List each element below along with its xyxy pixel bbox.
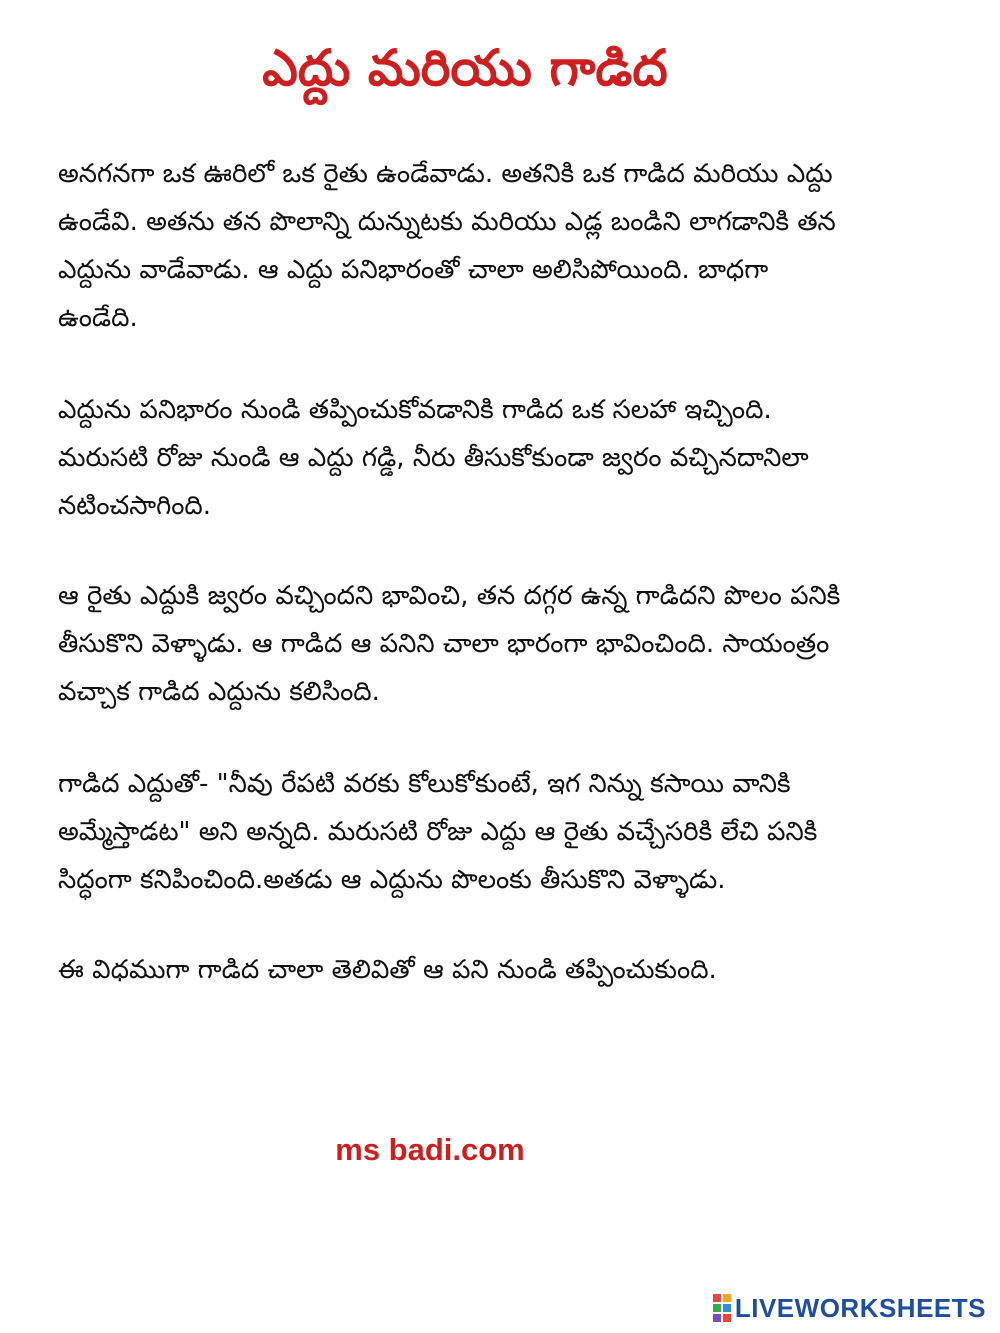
story-line: తీసుకొని వెళ్ళాడు. ఆ గాడిద ఆ పనిని చాలా భారంగా భావించింది. సాయంత్రం bbox=[58, 629, 830, 659]
story-line: మరుసటి రోజు నుండి ఆ ఎద్దు గడ్డి, నీరు తీసుకోకుండా జ్వరం వచ్చినదానిలా bbox=[58, 443, 809, 473]
liveworksheets-wordmark: LIVEWORKSHEETS bbox=[734, 1292, 986, 1323]
story-line: ఎద్దును వాడేవాడు. ఆ ఎద్దు పనిభారంతో చాలా అలిసిపోయింది. బాధగా bbox=[58, 255, 769, 285]
liveworksheets-logo-icon bbox=[713, 1294, 731, 1322]
logo-tile bbox=[713, 1294, 721, 1302]
story-line: ఉండేది. bbox=[58, 303, 138, 333]
logo-tile bbox=[713, 1304, 721, 1312]
source-website: ms badi.com bbox=[335, 1132, 525, 1167]
story-line: అనగనగా ఒక ఊరిలో ఒక రైతు ఉండేవాడు. అతనికి ఒక గాడిద మరియు ఎద్దు bbox=[58, 159, 833, 189]
story-paragraph bbox=[58, 946, 958, 994]
logo-tile bbox=[713, 1314, 721, 1322]
story-line: గాడిద ఎద్దుతో- "నీవు రేపటి వరకు కోలుకోకుంటే, ఇగ నిన్ను కసాయి వానికి bbox=[58, 769, 791, 799]
story-line: ఎద్దును పనిభారం నుండి తప్పించుకోవడానికి గాడిద ఒక సలహా ఇచ్చింది. bbox=[58, 395, 772, 425]
story-line: ఉండేవి. అతను తన పొలాన్ని దున్నుటకు మరియు ఎడ్ల బండిని లాగడానికి తన bbox=[58, 207, 836, 237]
story-paragraph bbox=[58, 386, 958, 530]
story-line: సిద్ధంగా కనిపించింది.అతడు ఆ ఎద్దును పొలంకు తీసుకొని వెళ్ళాడు. bbox=[58, 865, 726, 895]
logo-tile bbox=[723, 1314, 731, 1322]
story-line: వచ్చాక గాడిద ఎద్దును కలిసింది. bbox=[58, 677, 380, 707]
logo-tile bbox=[723, 1294, 731, 1302]
story-line: ఆ రైతు ఎద్దుకి జ్వరం వచ్చిందని భావించి, తన దగ్గర ఉన్న గాడిదని పొలం పనికి bbox=[58, 581, 841, 611]
logo-tile bbox=[723, 1304, 731, 1312]
liveworksheets-branding[interactable] bbox=[713, 1293, 986, 1323]
story-line: అమ్మేస్తాడట" అని అన్నది. మరుసటి రోజు ఎద్దు ఆ రైతు వచ్చేసరికి లేచి పనికి bbox=[58, 817, 818, 847]
story-line: నటించసాగింది. bbox=[58, 491, 212, 521]
story-line: ఈ విధముగా గాడిద చాలా తెలివితో ఆ పని నుండి తప్పించుకుంది. bbox=[58, 955, 717, 985]
story-paragraph bbox=[58, 572, 958, 716]
story-title: ఎద్దు మరియు గాడిద bbox=[262, 39, 668, 97]
story-paragraph bbox=[58, 150, 958, 342]
story-paragraph bbox=[58, 760, 958, 904]
story-body bbox=[58, 150, 958, 1034]
